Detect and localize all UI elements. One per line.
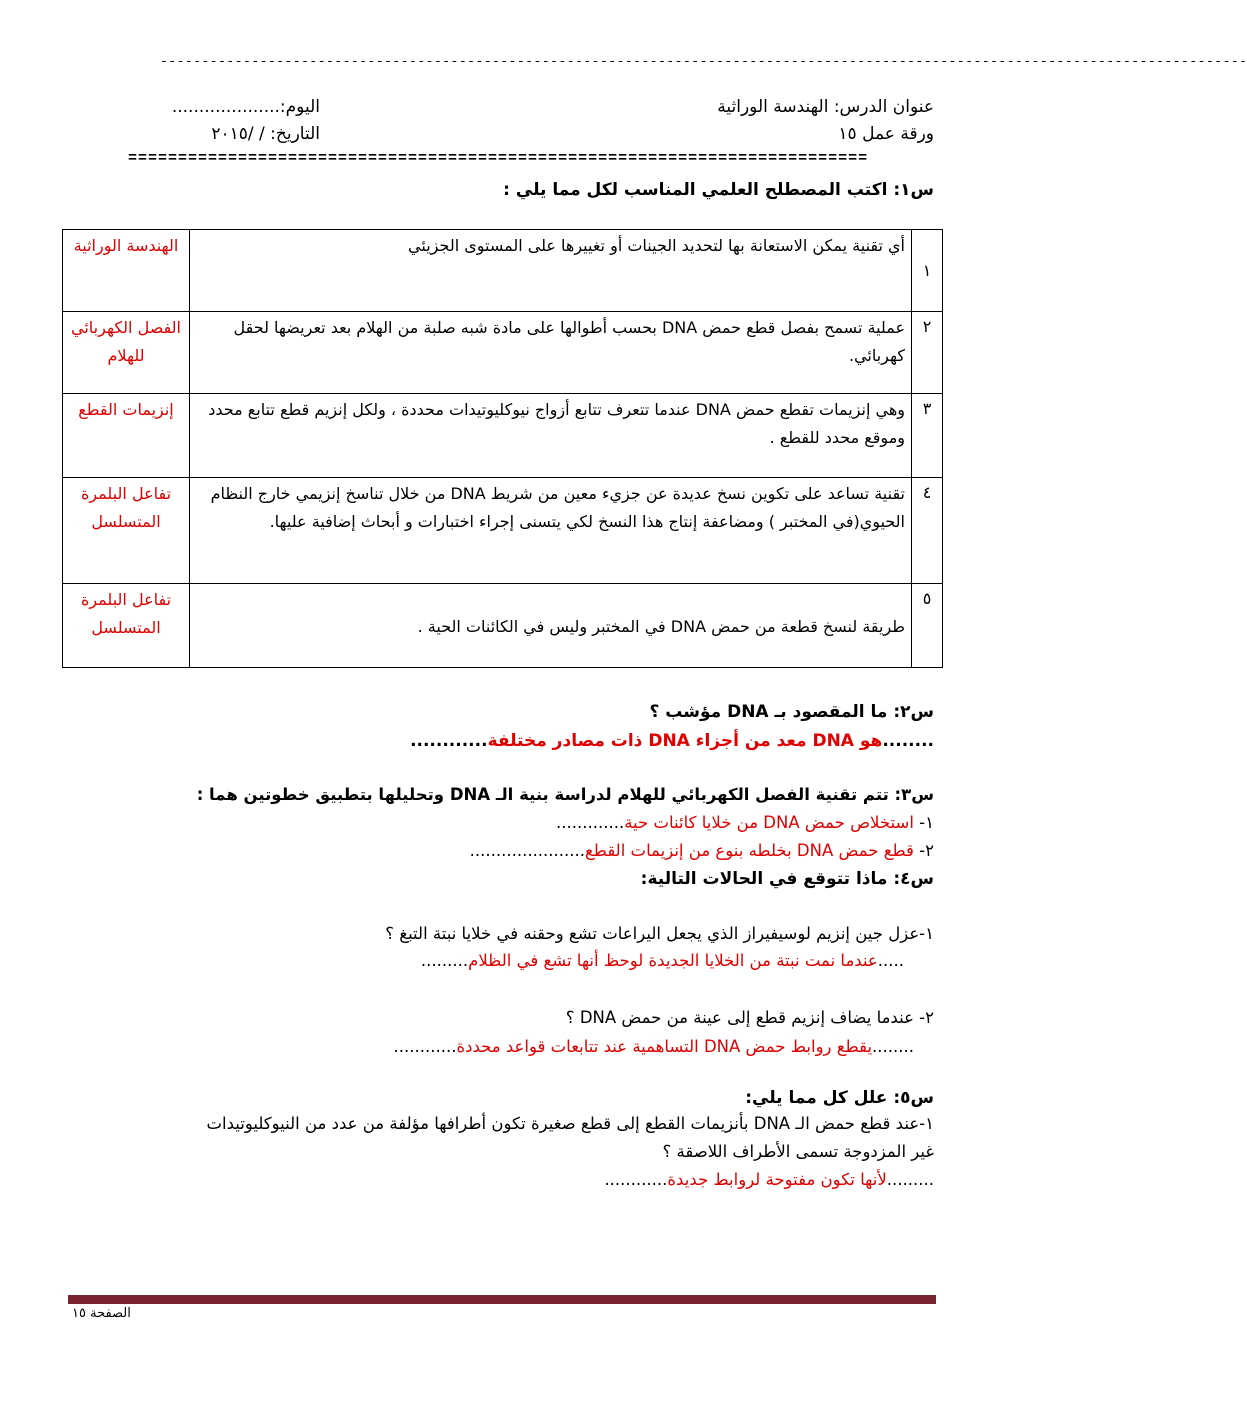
day-field: اليوم:.................... (171, 97, 320, 117)
q2-answer-line (410, 731, 934, 751)
item-prefix: ٢- (913, 841, 934, 860)
row-term: الهندسة الوراثية (63, 230, 190, 312)
q4-title: س٤: ماذا تتوقع في الحالات التالية: (640, 869, 934, 889)
q3-item-1 (556, 813, 934, 832)
table-row (63, 478, 943, 584)
row-term: تفاعل البلمرة المتسلسل (63, 584, 190, 668)
dots: ............. (556, 813, 625, 832)
dots: ......... (420, 951, 469, 970)
row-term: تفاعل البلمرة المتسلسل (63, 478, 190, 584)
row-term: إنزيمات القطع (63, 394, 190, 478)
q5-title: س٥: علل كل مما يلي: (745, 1088, 934, 1108)
dots: ........ (882, 731, 934, 751)
q5-answer-line (604, 1170, 934, 1189)
item-prefix: ١- (913, 813, 934, 832)
q5-answer: لأنها تكون مفتوحة لروابط جديدة (667, 1170, 887, 1189)
q1-title: س١: اكتب المصطلح العلمي المناسب لكل مما يلي : (503, 180, 934, 200)
dots: ..... (877, 951, 904, 970)
dots: ......... (886, 1170, 934, 1189)
separator-line: ========================================================================== (128, 150, 869, 167)
dots: ...................... (469, 841, 586, 860)
q4-answer-2: يقطع روابط حمض DNA التساهمية عند تتابعات قواعد محددة (456, 1037, 873, 1056)
q3-item-2 (470, 841, 934, 860)
row-definition: أي تقنية يمكن الاستعانة بها لتحديد الجينات أو تغييرها على المستوى الجزيئي (190, 230, 912, 312)
lesson-title: عنوان الدرس: الهندسة الوراثية (717, 97, 934, 117)
row-number: ٢ (912, 312, 943, 394)
row-definition: تقنية تساعد على تكوين نسخ عديدة عن جزيء معين من شريط DNA من خلال تناسخ إنزيمي خارج النظام الحيوي(في المختبر ) ومضاعفة إنتاج هذا النسخ لكي يتسنى إجراء اختبارات و أبحاث إضافية عليها. (190, 478, 912, 584)
q4-answer-1: عندما نمت نبتة من الخلايا الجديدة لوحظ أنها تشع في الظلام (468, 951, 878, 970)
row-number: ٥ (912, 584, 943, 668)
table-row (63, 394, 943, 478)
q4-answer-line-1 (421, 951, 904, 970)
table-row (63, 312, 943, 394)
q4-answer-line-2 (394, 1037, 914, 1056)
row-number: ٣ (912, 394, 943, 478)
terms-table (62, 229, 943, 668)
footer-bar (68, 1295, 936, 1304)
row-number: ١ (912, 230, 943, 312)
table-row (63, 230, 943, 312)
dots: ............ (393, 1037, 457, 1056)
q2-answer: هو DNA معد من أجزاء DNA ذات مصادر مختلفة (487, 731, 883, 751)
top-dashed-line: ----------------------------------------------------------------------------------------------------------------------------------- (160, 54, 1247, 69)
q4-question-2: ٢- عندما يضاف إنزيم قطع إلى عينة من حمض DNA ؟ (565, 1008, 934, 1027)
dots: ............ (604, 1170, 668, 1189)
q2-title: س٢: ما المقصود بـ DNA مؤشب ؟ (649, 702, 934, 722)
dots: ............ (410, 731, 488, 751)
q4-question-1: ١-عزل جين إنزيم لوسيفيراز الذي يجعل اليراعات تشع وحقنه في خلايا نبتة التبغ ؟ (385, 924, 934, 943)
q3-title: س٣: تتم تقنية الفصل الكهربائي للهلام لدراسة بنية الـ DNA وتحليلها بتطبيق خطوتين هما : (196, 785, 934, 804)
q3-answer-1: استخلاص حمض DNA من خلايا كائنات حية (624, 813, 914, 832)
row-term: الفصل الكهربائي للهلام (63, 312, 190, 394)
q5-question-line-2: غير المزدوجة تسمى الأطراف اللاصقة ؟ (662, 1142, 934, 1161)
row-definition: طريقة لنسخ قطعة من حمض DNA في المختبر وليس في الكائنات الحية . (190, 584, 912, 668)
dots: ........ (872, 1037, 914, 1056)
row-number: ٤ (912, 478, 943, 584)
q5-question-line-1: ١-عند قطع حمض الـ DNA بأنزيمات القطع إلى قطع صغيرة تكون أطرافها مؤلفة من عدد من النيوكليوتيدات (206, 1114, 934, 1133)
date-field: التاريخ: / /٢٠١٥ (211, 124, 320, 144)
q3-answer-2: قطع حمض DNA بخلطه بنوع من إنزيمات القطع (585, 841, 914, 860)
worksheet-number: ورقة عمل ١٥ (838, 124, 934, 144)
row-definition: وهي إنزيمات تقطع حمض DNA عندما تتعرف تتابع أزواج نيوكليوتيدات محددة ، ولكل إنزيم قطع تتابع محدد وموقع محدد للقطع . (190, 394, 912, 478)
table-row (63, 584, 943, 668)
page-number: الصفحة ١٥ (72, 1306, 131, 1321)
row-definition: عملية تسمح بفصل قطع حمض DNA بحسب أطوالها على مادة شبه صلبة من الهلام بعد تعريضها لحقل كهربائي. (190, 312, 912, 394)
